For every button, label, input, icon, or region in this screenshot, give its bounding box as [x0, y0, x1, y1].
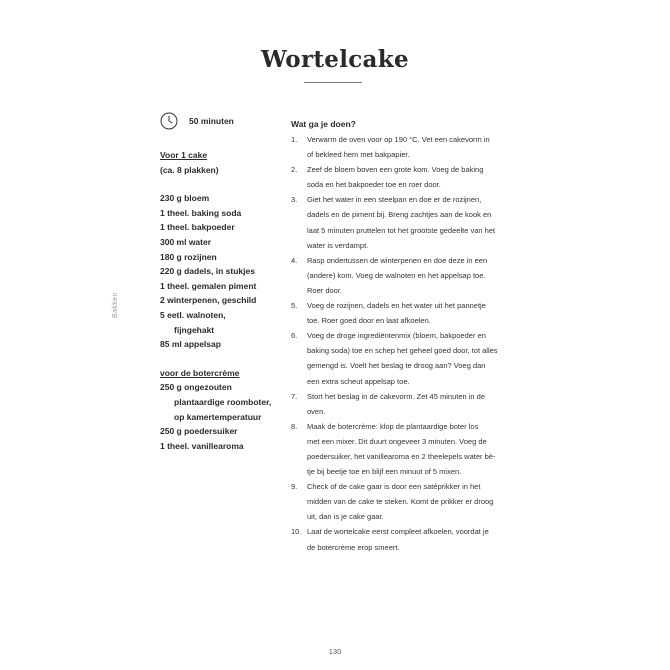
frosting-item: 1 theel. vanillearoma: [160, 440, 244, 451]
method-step: [291, 192, 545, 252]
step-text-line: laat 5 minuten pruttelen tot het grootste gedeelte van het: [307, 225, 496, 235]
method-step: [291, 298, 545, 328]
ingredient-item: 1 theel. baking soda: [160, 207, 242, 218]
step-text-line: de botercrème erop smeert.: [307, 542, 400, 552]
chapter-side-tab: Bakken: [112, 292, 119, 318]
step-number: 10.: [291, 527, 302, 537]
method-step: [291, 479, 545, 524]
step-number: 6.: [291, 331, 298, 341]
recipe-title: Wortelcake: [261, 46, 409, 73]
step-text-line: Check of de cake gaar is door een satéprikker in het: [307, 482, 481, 492]
clock-icon: [160, 112, 178, 130]
spacer: [160, 352, 288, 366]
ingredients-column: [160, 112, 288, 453]
method-heading: Wat ga je doen?: [291, 119, 356, 129]
ingredient-list: [160, 191, 288, 352]
method-step: [291, 253, 545, 298]
step-text-line: Rasp ondertussen de winterpenen en doe deze in een: [307, 255, 488, 265]
step-text-line: Laat de wortelcake eerst compleet afkoelen, voordat je: [307, 527, 489, 537]
title-underline: [304, 82, 362, 83]
step-text-line: Giet het water in een steelpan en doe er de rozijnen,: [307, 195, 482, 205]
step-text-line: midden van de cake te steken. Komt de prikker er droog: [307, 497, 494, 507]
frosting-item: plantaardige roomboter,: [174, 396, 272, 407]
step-text-line: Verwarm de oven voor op 190 °C. Vet een cakevorm in: [307, 135, 490, 144]
spacer: [160, 177, 288, 191]
frosting-item: 250 g ongezouten: [160, 382, 232, 393]
step-text-line: gemengd is. Voelt het beslag te droog aan? Voeg dan: [307, 361, 486, 371]
step-text-line: dadels en de piment bij. Breng zachtjes aan de kook en: [307, 210, 492, 220]
step-text-line: Maak de botercrème: klop de plantaardige boter los: [307, 421, 479, 431]
step-text-line: een extra scheut appelsap toe.: [307, 376, 410, 386]
step-text-line: of bekleed hem met bakpapier.: [307, 150, 410, 160]
step-text-line: poedersuiker, het vanillearoma en 2 theelepels water bè-: [307, 451, 496, 461]
ingredient-item: 1 theel. gemalen piment: [160, 280, 257, 291]
spacer: [160, 134, 288, 148]
step-text-line: Voeg de droge ingrediëntenmix (bloem, bakpoeder en: [307, 331, 486, 341]
ingredient-item: 300 ml water: [160, 236, 212, 247]
step-text-line: toe. Roer goed door en laat afkoelen.: [307, 316, 431, 326]
ingredient-item: 230 g bloem: [160, 193, 210, 204]
step-number: 2.: [291, 165, 298, 175]
method-step: [291, 419, 545, 479]
frosting-item: op kamertemperatuur: [174, 411, 262, 422]
servings-note: (ca. 8 plakken): [160, 164, 219, 175]
step-number: 1.: [291, 135, 298, 144]
step-text-line: Roer door.: [307, 285, 343, 295]
step-number: 9.: [291, 482, 298, 492]
step-text-line: Voeg de rozijnen, dadels en het water uit het pannetje: [307, 301, 486, 311]
ingredient-item: 2 winterpenen, geschild: [160, 295, 257, 306]
step-text-line: Stort het beslag in de cakevorm. Zet 45 minuten in de: [307, 391, 486, 401]
step-text-line: water is verdampt.: [307, 240, 369, 250]
prep-time: 50 minuten: [189, 116, 234, 126]
step-number: 5.: [291, 301, 298, 311]
method-step: [291, 328, 545, 388]
step-text-line: uit, dan is je cake gaar.: [307, 512, 384, 522]
method-step: [291, 389, 545, 419]
step-text-line: tje bij beetje toe en blijf een minuut of 5 mixen.: [307, 467, 462, 477]
servings-block: [160, 148, 288, 177]
step-text-line: (andere) kom. Voeg de walnoten en het appelsap toe.: [307, 270, 486, 280]
method-column: [291, 118, 545, 555]
page-number: 130: [328, 647, 342, 656]
step-number: 3.: [291, 195, 298, 205]
servings-heading: Voor 1 cake: [160, 150, 208, 160]
method-step: [291, 162, 545, 192]
step-number: 7.: [291, 391, 298, 401]
ingredient-item: 5 eetl. walnoten,: [160, 309, 226, 320]
ingredient-item: 85 ml appelsap: [160, 339, 221, 350]
frosting-heading: voor de botercrème: [160, 367, 240, 378]
step-text-line: oven.: [307, 406, 326, 416]
step-text-line: baking soda) toe en schep het geheel goed door, tot alles: [307, 346, 498, 356]
method-step: [291, 132, 545, 162]
step-text-line: soda en het bakpoeder toe en roer door.: [307, 180, 441, 190]
frosting-block: [160, 366, 288, 454]
time-row: [160, 112, 288, 134]
step-number: 8.: [291, 421, 298, 431]
step-text-line: Zeef de bloem boven een grote kom. Voeg de baking: [307, 165, 484, 175]
ingredient-item: 180 g rozijnen: [160, 251, 217, 262]
ingredient-item: 220 g dadels, in stukjes: [160, 266, 255, 277]
method-step: [291, 524, 545, 554]
ingredient-item: 1 theel. bakpoeder: [160, 222, 235, 233]
step-text-line: met een mixer. Dit duurt ongeveer 3 minuten. Voeg de: [307, 436, 487, 446]
step-number: 4.: [291, 255, 298, 265]
ingredient-item: fijngehakt: [174, 324, 215, 335]
steps-list: [291, 132, 545, 555]
frosting-item: 250 g poedersuiker: [160, 426, 238, 437]
